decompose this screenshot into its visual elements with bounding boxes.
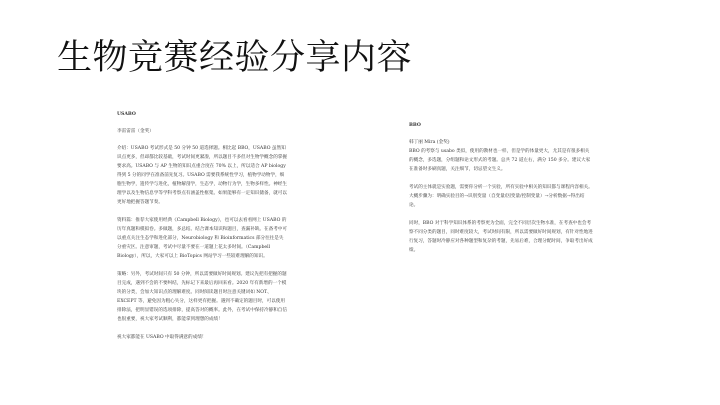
slide-title: 生物竞赛经验分享内容 [57, 38, 413, 78]
usabo-heading: USABO [117, 112, 136, 117]
spacer [409, 130, 593, 138]
usabo-closing: 祝大家都能在 USABO 中取得满意的成绩！ [117, 335, 207, 340]
usabo-materials-paragraph: 资料篇：推荐大家使用经典《Campbell Biology》，也可以去看看网上 USABO 的历年真题和模拟卷。多做题，多总结。结合课本知识和题目，查漏补缺。在备考中可以重点关注生态学和进化部分，Neurobiology 和 Bioinformatics 部分往往是失分重灾区。注意审题，考试中尽量不要在一道题上花太多时间。（Campbell Biology），所以，大家可以上 BioTopics 网站学习一些较难理解的知识。 [117, 218, 287, 259]
usabo-strategy-paragraph: 策略：另外，考试时间只有 50 分钟，所以需要做好时间规划。建议先把有把握的题目完成，遇到不会的不要纠结，先标记下来最后再回来看。2020 年有新增的一个模块的分类，会加大知识点的理解难度。同时阅读题目时注意关键词如 NOT、EXCEPT 等，避免因为粗心失分，这样更有把握。遇到不确定的题目时，可以使用排除法，把明显错误的选项排除，提高答对的概率。此外，在考试中保持冷静和自信也很重要，祝大家考试顺利，都能拿到理想的成绩！ [117, 272, 287, 322]
bbo-column [409, 121, 593, 264]
bbo-experiment-paragraph: 考试的主体就是实验题，需要你分析一个实验，所有实验中相关的知识都与课程内容相关。大概步骤为：明确实验目的→识别变量（自变量/因变量/控制变量）→分析数据→得出结论。 [409, 185, 593, 208]
usabo-column [117, 110, 287, 351]
spacer [117, 119, 287, 127]
bbo-heading: BBO [409, 123, 421, 128]
usabo-intro-paragraph: 介绍：USABO 考试形式是 50 分钟 50 道选择题。相比起 BBO，USABO 虽然知识点更多，但却都比较基础，考试时间更紧凑，所以题目不多但对生物学概念的掌握要求高。USABO 与 AP 生物的知识点重合度在 70% 以上，所以适合 AP biology 得到 5 分的同学在准备前先复习。USABO 需要我系统性学习，植物学动物学，细胞生物学，遗传学与进化，植物解剖学，生态学，动物行为学，生物多样性。神经生理学以及生物信息学等学科考察点有涵盖性框架。如果能够有一定知识储备，就可以更好地把握答题节奏。 [117, 146, 287, 205]
spacer [117, 136, 287, 144]
bbo-author: 韩丁丽 Mira (金奖) [409, 140, 450, 145]
bbo-intro-paragraph: BBO 的考察与 usabo 类似，使用的教材也一样，但是学的体量更大，尤其是有很多相关的概念，多选题，分组题和论文形式的考题。总共 72 道左右，满分 150 多分。建议大家在准备时多刷真题，关注细节，切忌望文生义。 [409, 149, 591, 172]
bbo-strategy-paragraph: 同时，BBO 对于科学知识体系的考察更为全面，完全不同层次生物水准，在考查中也会考察不同分类的题目，同时难度较大，考试时间有限，所以需要做好时间规划，有针对性地进行复习，答题时冷静应对各种题型和复杂的考题，先易后难，合理分配时间，争取考出好成绩。 [409, 221, 593, 253]
usabo-author: 李雷雷雷（金奖） [117, 129, 154, 134]
